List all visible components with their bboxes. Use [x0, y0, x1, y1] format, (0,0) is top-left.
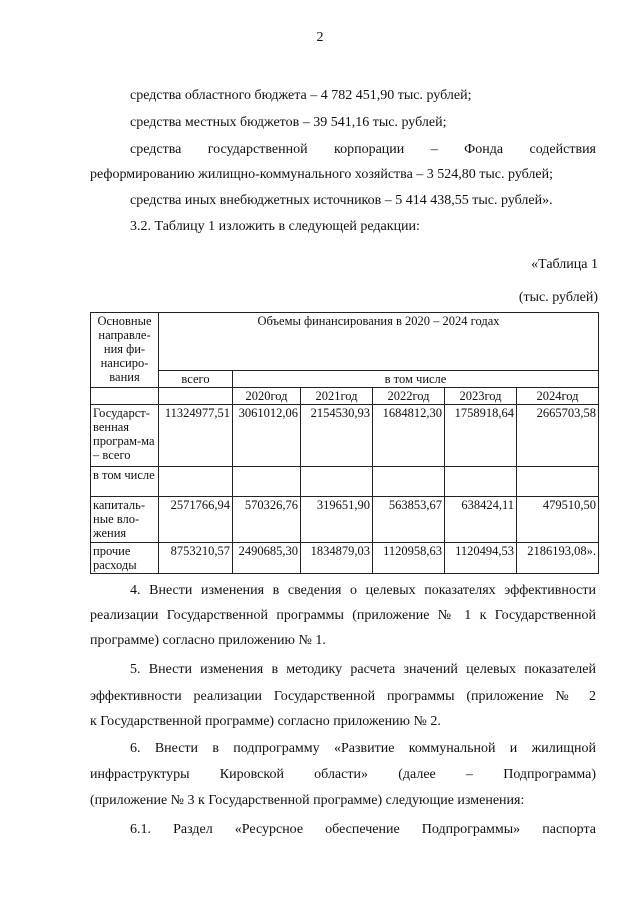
row-value: 1758918,64 [445, 405, 517, 467]
row-value: 570326,76 [233, 497, 301, 543]
table-row [91, 543, 599, 574]
year-header: 2021год [301, 388, 373, 405]
row-value [301, 467, 373, 497]
body-line-item6: 6. Внести в подпрограмму «Развитие коммунальной и жилищной [130, 741, 596, 756]
row-total [159, 467, 233, 497]
table-header-years [91, 388, 599, 405]
body-line-item4-cont: реализации Государственной программы (приложение № 1 к Государственной [90, 608, 596, 623]
row-total: 11324977,51 [159, 405, 233, 467]
intro-line-extrabudget: средства иных внебюджетных источников – 5 414 438,55 тыс. рублей». [130, 193, 553, 208]
row-value: 1684812,30 [373, 405, 445, 467]
intro-line-reform: реформированию жилищно-коммунального хозяйства – 3 524,80 тыс. рублей; [90, 167, 554, 182]
year-header: 2022год [373, 388, 445, 405]
row-value [233, 467, 301, 497]
row-value: 2490685,30 [233, 543, 301, 574]
row-total: 8753210,57 [159, 543, 233, 574]
row-value: 2186193,08». [517, 543, 599, 574]
total-header-cont [159, 388, 233, 405]
row-value: 1834879,03 [301, 543, 373, 574]
volume-header: Объемы финансирования в 2020 – 2024 годах [159, 313, 599, 371]
intro-line-regional-budget: средства областного бюджета – 4 782 451,90 тыс. рублей; [130, 88, 472, 103]
intro-line-table-edit: 3.2. Таблицу 1 изложить в следующей редакции: [130, 219, 420, 234]
table-header-row-2 [91, 371, 599, 388]
table-header-row-1 [91, 313, 599, 371]
row-value: 1120494,53 [445, 543, 517, 574]
year-header: 2024год [517, 388, 599, 405]
year-header: 2023год [445, 388, 517, 405]
intro-line-local-budgets: средства местных бюджетов – 39 541,16 тыс. рублей; [130, 115, 447, 130]
body-line-item4-end: программе) согласно приложению № 1. [90, 633, 326, 648]
row-value [373, 467, 445, 497]
including-header: в том числе [233, 371, 599, 388]
body-line-item6-cont: инфраструктуры Кировской области» (далее – Подпрограмма) [90, 767, 596, 782]
table-row [91, 405, 599, 467]
row-value [445, 467, 517, 497]
row-label: Государст-венная програм-ма – всего [91, 405, 159, 467]
row-value: 2154530,93 [301, 405, 373, 467]
stub-header: Основные направле-ния фи-нансиро-вания [91, 313, 159, 388]
body-line-item5-end: к Государственной программе) согласно приложению № 2. [90, 714, 441, 729]
row-value: 3061012,06 [233, 405, 301, 467]
table-row [91, 467, 599, 497]
row-label: в том числе [91, 467, 159, 497]
row-value [517, 467, 599, 497]
body-line-item4: 4. Внести изменения в сведения о целевых показателях эффективности [130, 583, 596, 598]
row-value: 1120958,63 [373, 543, 445, 574]
page-number: 2 [316, 30, 324, 45]
table-row [91, 497, 599, 543]
row-value: 479510,50 [517, 497, 599, 543]
intro-line-corporation: средства государственной корпорации – Фонда содействия [130, 142, 596, 157]
table-units: (тыс. рублей) [518, 290, 598, 305]
stub-header-cont [91, 388, 159, 405]
body-line-item6-end: (приложение № 3 к Государственной программе) следующие изменения: [90, 793, 525, 808]
row-value: 638424,11 [445, 497, 517, 543]
body-line-item5: 5. Внести изменения в методику расчета значений целевых показателей [130, 662, 596, 677]
row-value: 563853,67 [373, 497, 445, 543]
row-value: 319651,90 [301, 497, 373, 543]
row-total: 2571766,94 [159, 497, 233, 543]
financing-table [90, 312, 599, 574]
row-label: капиталь-ные вло-жения [91, 497, 159, 543]
body-line-item5-cont: эффективности реализации Государственной программы (приложение № 2 [90, 689, 596, 704]
year-header: 2020год [233, 388, 301, 405]
total-header: всего [159, 371, 233, 388]
table-caption: «Таблица 1 [531, 257, 598, 272]
body-line-item61: 6.1. Раздел «Ресурсное обеспечение Подпрограммы» паспорта [130, 822, 596, 837]
row-label: прочие расходы [91, 543, 159, 574]
row-value: 2665703,58 [517, 405, 599, 467]
